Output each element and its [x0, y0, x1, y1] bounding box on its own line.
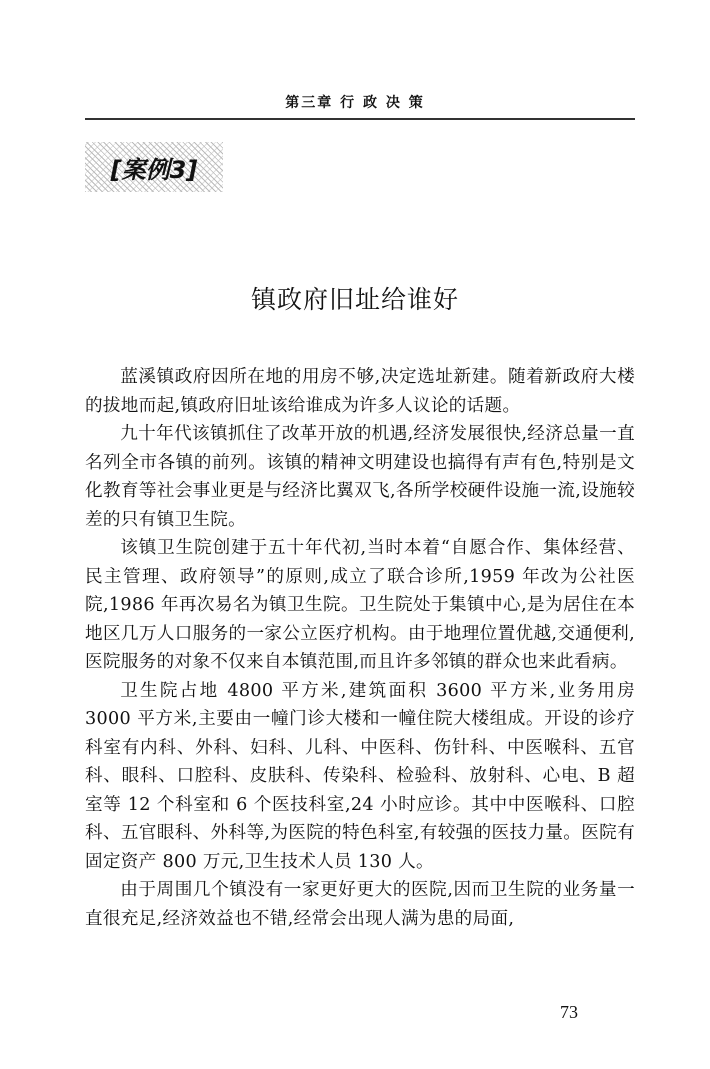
article-body [85, 363, 635, 933]
paragraph: 九十年代该镇抓住了改革开放的机遇,经济发展很快,经济总量一直名列全市各镇的前列。该镇的精神文明建设也搞得有声有色,特别是文化教育等社会事业更是与经济比翼双飞,各所学校硬件设施一流,设施较差的只有镇卫生院。 [85, 424, 635, 530]
running-head: 第三章 行 政 决 策 [285, 95, 425, 111]
case-label: [案例3] [110, 155, 198, 184]
header-rule [85, 118, 635, 120]
case-label-badge [85, 142, 223, 192]
page-number: 73 [560, 1002, 578, 1022]
paragraph: 该镇卫生院创建于五十年代初,当时本着“自愿合作、集体经营、民主管理、政府领导”的原则,成立了联合诊所,1959 年改为公社医院,1986 年再次易名为镇卫生院。卫生院处于集镇中心,是为居住在本地区几万人口服务的一家公立医疗机构。由于地理位置优越,交通便利,医院服务的对象不仅来自本镇范围,而且许多邻镇的群众也来此看病。 [85, 538, 635, 672]
paragraph: 卫生院占地 4800 平方米,建筑面积 3600 平方米,业务用房 3000 平方米,主要由一幢门诊大楼和一幢住院大楼组成。开设的诊疗科室有内科、外科、妇科、儿科、中医科、伤针科、中医喉科、五官科、眼科、口腔科、皮肤科、传染科、检验科、放射科、心电、B 超室等 12 个科室和 6 个医技科室,24 小时应诊。其中中医喉科、口腔科、五官眼科、外科等,为医院的特色科室,有较强的医技力量。医院有固定资产 800 万元,卫生技术人员 130 人。 [85, 680, 635, 872]
paragraph: 由于周围几个镇没有一家更好更大的医院,因而卫生院的业务量一直很充足,经济效益也不错,经常会出现人满为患的局面, [85, 880, 635, 929]
paragraph: 蓝溪镇政府因所在地的用房不够,决定选址新建。随着新政府大楼的拔地而起,镇政府旧址该给谁成为许多人议论的话题。 [85, 367, 635, 416]
article-title: 镇政府旧址给谁好 [250, 285, 459, 314]
